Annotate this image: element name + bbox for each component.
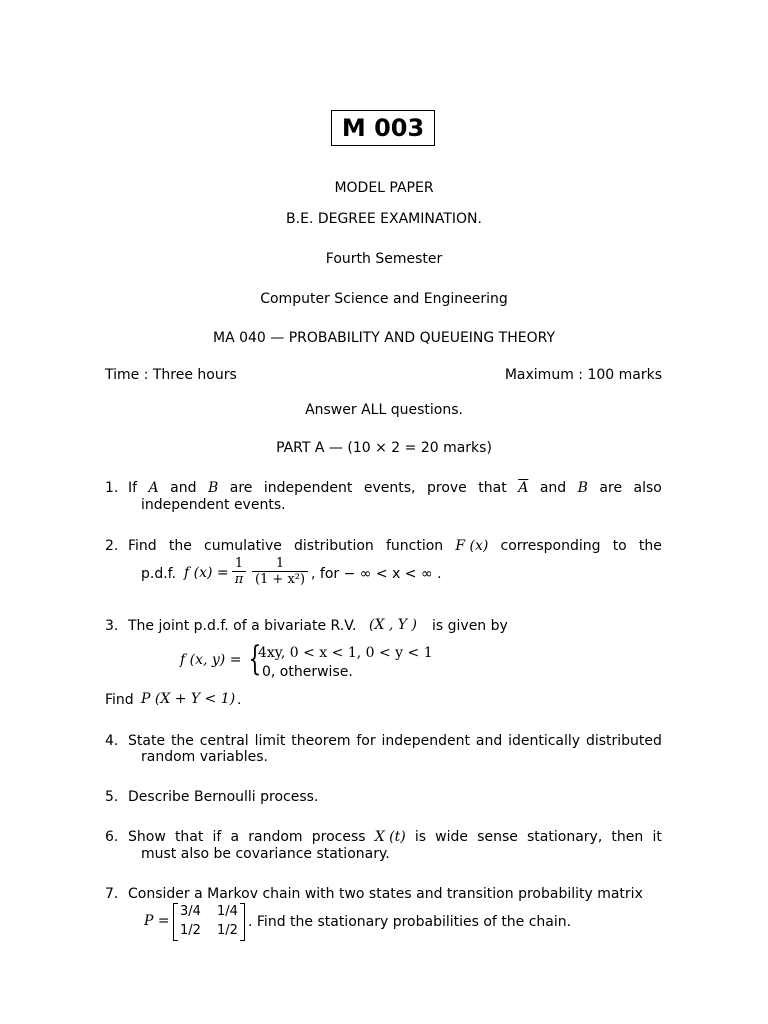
- word: are: [599, 480, 623, 496]
- question-7-tail: . Find the stationary probabilities of the chain.: [248, 914, 572, 930]
- question-number: 6.: [105, 829, 119, 845]
- left-bracket-icon: [173, 903, 178, 941]
- word: prove: [426, 480, 467, 496]
- denominator: π: [234, 572, 244, 587]
- event-a: A: [148, 480, 159, 496]
- question-number: 5.: [105, 789, 119, 805]
- right-bracket-icon: [240, 903, 245, 941]
- question-7-text: Consider a Markov chain with two states and transition probability matrix: [128, 886, 643, 902]
- word: to: [612, 538, 627, 554]
- question-number: 4.: [105, 733, 119, 749]
- word: function: [385, 538, 444, 554]
- question-number: 2.: [105, 538, 119, 554]
- word: that: [174, 829, 204, 845]
- word: distributed: [585, 733, 662, 749]
- word: limit: [254, 733, 286, 749]
- word: the: [168, 538, 192, 554]
- question-5-text: Describe Bernoulli process.: [128, 789, 319, 805]
- word: independent: [263, 480, 353, 496]
- question-3-text: The joint p.d.f. of a bivariate R.V.: [128, 618, 357, 634]
- matrix-cell: 3/4: [180, 904, 201, 919]
- cdf-symbol: F (x): [455, 538, 489, 554]
- word: that: [478, 480, 507, 496]
- max-marks-label: Maximum : 100 marks: [504, 367, 662, 383]
- word: the: [170, 733, 194, 749]
- degree-title: B.E. DEGREE EXAMINATION.: [286, 211, 482, 227]
- question-6-line-2: must also be covariance stationary.: [141, 846, 390, 862]
- model-paper-label: MODEL PAPER: [334, 180, 434, 196]
- question-2-line-1: [128, 538, 662, 554]
- department-label: Computer Science and Engineering: [260, 291, 508, 307]
- case-1: 4xy, 0 < x < 1, 0 < y < 1: [258, 645, 433, 661]
- question-4-line-1: [128, 733, 662, 749]
- matrix-cell: 1/2: [217, 923, 238, 938]
- word: central: [199, 733, 249, 749]
- random-process-symbol: X (t): [374, 829, 406, 845]
- semester-label: Fourth Semester: [325, 251, 443, 267]
- word: corresponding: [500, 538, 601, 554]
- time-label: Time : Three hours: [105, 367, 237, 383]
- question-1-line-2: independent events.: [141, 497, 286, 513]
- matrix-cell: 1/2: [180, 923, 201, 938]
- paper-code: M 003: [331, 110, 435, 146]
- word: it: [652, 829, 662, 845]
- word: for: [356, 733, 376, 749]
- word: process: [311, 829, 366, 845]
- denominator: (1 + x²): [254, 572, 306, 587]
- question-number: 7.: [105, 886, 119, 902]
- word: cumulative: [204, 538, 282, 554]
- question-number: 1.: [105, 480, 119, 496]
- word: State: [128, 733, 166, 749]
- event-a-complement: $\overline{A}$: [518, 480, 529, 496]
- part-heading: PART A — (10 × 2 = 20 marks): [276, 440, 492, 456]
- word: if: [212, 829, 222, 845]
- case-2: 0, otherwise.: [262, 664, 353, 680]
- period: .: [237, 692, 242, 708]
- probability-expression: P (X + Y < 1): [141, 691, 236, 707]
- word: events,: [363, 480, 416, 496]
- fraction-1-over-pi: [232, 556, 246, 587]
- question-3-given: is given by: [432, 618, 508, 634]
- word: and: [539, 480, 567, 496]
- matrix-cell: 1/4: [217, 904, 238, 919]
- pdf-lhs: f (x) =: [184, 565, 229, 581]
- pdf-label: p.d.f.: [141, 566, 177, 582]
- word: Show: [128, 829, 166, 845]
- word: Find: [128, 538, 157, 554]
- matrix-label: P =: [144, 913, 170, 929]
- word: is: [414, 829, 427, 845]
- event-b: B: [577, 480, 588, 496]
- word: distribution: [294, 538, 374, 554]
- word: and: [170, 480, 197, 496]
- question-4-line-2: random variables.: [141, 749, 268, 765]
- word: also: [633, 480, 662, 496]
- bivariate-rv: (X , Y ): [369, 617, 417, 633]
- course-title: MA 040 — PROBABILITY AND QUEUEING THEORY: [212, 330, 556, 346]
- word: and: [475, 733, 503, 749]
- word: stationary,: [527, 829, 603, 845]
- word: sense: [477, 829, 518, 845]
- question-6-line-1: [128, 829, 662, 845]
- word: are: [229, 480, 253, 496]
- instruction-text: Answer ALL questions.: [305, 402, 463, 418]
- fraction-1-over-1-plus-x-squared: [252, 556, 308, 587]
- find-label: Find: [105, 692, 134, 708]
- word: then: [611, 829, 644, 845]
- question-number: 3.: [105, 618, 119, 634]
- numerator: 1: [275, 556, 285, 571]
- word: independent: [381, 733, 470, 749]
- event-b: B: [207, 480, 219, 496]
- numerator: 1: [234, 556, 244, 571]
- joint-pdf-lhs: f (x, y) =: [180, 652, 242, 668]
- word: If: [128, 480, 138, 496]
- question-1-line-1: [128, 480, 662, 496]
- pdf-range: , for − ∞ < x < ∞ .: [311, 566, 442, 582]
- brace-icon: {: [248, 639, 262, 679]
- word: theorem: [291, 733, 351, 749]
- word: identically: [508, 733, 581, 749]
- word: wide: [435, 829, 469, 845]
- word: random: [248, 829, 303, 845]
- word: the: [638, 538, 662, 554]
- word: a: [230, 829, 240, 845]
